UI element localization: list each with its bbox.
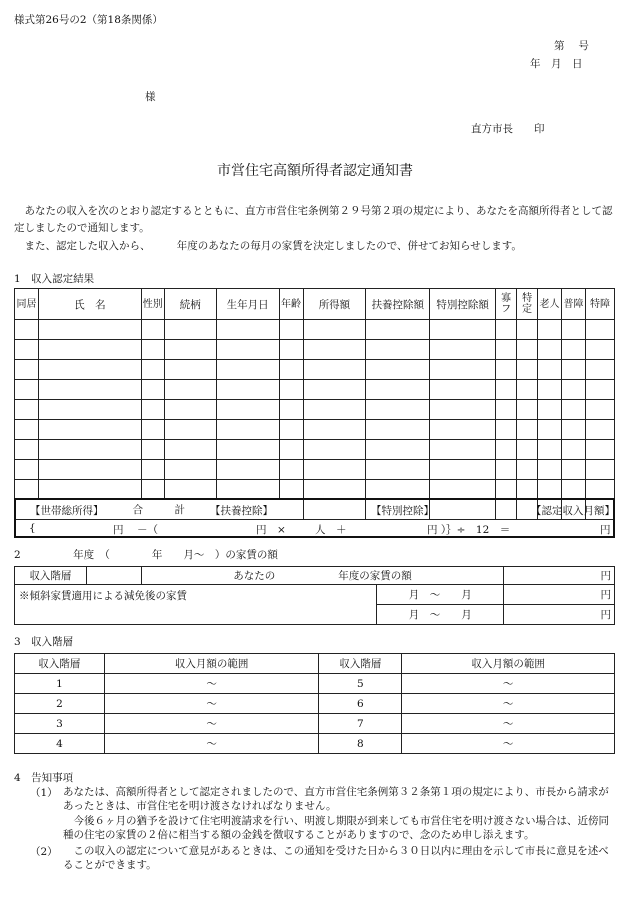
document-number: 第 号: [554, 40, 589, 52]
table-cell[interactable]: [538, 320, 562, 340]
notice-1-text: あなたは、高額所得者として認定されましたので、直方市営住宅条例第３２条第１項の規定により、市長から請求があったときは、市営住宅を明け渡さなければなりません。: [63, 786, 609, 812]
table-cell[interactable]: [538, 340, 562, 360]
income-tier-label: 収入階層: [15, 567, 87, 585]
table-cell[interactable]: [496, 400, 517, 420]
tier-range: ～: [104, 674, 319, 694]
table-cell[interactable]: [366, 420, 430, 440]
table-cell[interactable]: [216, 400, 279, 420]
section-4-heading: 4 告知事項: [14, 772, 74, 784]
table-cell[interactable]: [216, 320, 279, 340]
table-cell[interactable]: [141, 420, 164, 440]
table-cell[interactable]: [430, 480, 496, 500]
table-cell[interactable]: [517, 440, 538, 460]
table-cell[interactable]: [303, 400, 366, 420]
table-cell[interactable]: [366, 380, 430, 400]
table-cell[interactable]: [216, 480, 279, 500]
table-cell[interactable]: [366, 480, 430, 500]
table-cell[interactable]: [303, 380, 366, 400]
table-cell[interactable]: [585, 360, 614, 380]
table-row: [15, 400, 615, 420]
table-cell[interactable]: [303, 440, 366, 460]
table-cell[interactable]: [38, 420, 141, 440]
table-row: [15, 420, 615, 440]
table-cell[interactable]: [562, 340, 586, 360]
table-cell[interactable]: [430, 380, 496, 400]
table-cell[interactable]: [538, 480, 562, 500]
table-cell[interactable]: [538, 460, 562, 480]
table-cell[interactable]: [279, 400, 303, 420]
table-cell[interactable]: [366, 400, 430, 420]
tier-range: ～: [402, 734, 615, 754]
tier-number: 4: [15, 734, 105, 754]
range-col-header: 収入月額の範囲: [104, 654, 319, 674]
table-cell[interactable]: [216, 460, 279, 480]
col-header: 氏 名: [38, 289, 141, 320]
col-header: 特別控除額: [430, 289, 496, 320]
sender: 直方市長 印: [471, 123, 545, 135]
income-tier-value[interactable]: [86, 567, 141, 585]
col-header: 扶養控除額: [366, 289, 430, 320]
table-row: [15, 480, 615, 500]
table-row: [15, 320, 615, 340]
total-label: 合 計: [15, 500, 304, 520]
table-cell[interactable]: [585, 380, 614, 400]
table-cell[interactable]: [585, 480, 614, 500]
tier-number: 6: [319, 694, 402, 714]
table-cell[interactable]: [585, 400, 614, 420]
table-cell[interactable]: [366, 360, 430, 380]
table-header-row: [15, 289, 615, 320]
table-cell[interactable]: [538, 360, 562, 380]
table-cell[interactable]: [517, 460, 538, 480]
table-cell[interactable]: [496, 460, 517, 480]
table-cell[interactable]: [15, 400, 39, 420]
table-row: [15, 380, 615, 400]
table-cell[interactable]: [303, 360, 366, 380]
formula-minus: －（: [137, 524, 158, 536]
table-cell[interactable]: [38, 440, 141, 460]
table-cell[interactable]: [562, 360, 586, 380]
formula-yen: 円: [113, 524, 124, 536]
col-header: 特定: [517, 289, 538, 320]
table-cell[interactable]: [496, 440, 517, 460]
table-cell[interactable]: [15, 480, 39, 500]
tier-number: 3: [15, 714, 105, 734]
table-cell[interactable]: [562, 400, 586, 420]
col-header: 所得額: [303, 289, 366, 320]
table-cell[interactable]: [517, 320, 538, 340]
table-cell[interactable]: [303, 460, 366, 480]
table-cell[interactable]: [38, 380, 141, 400]
tier-col-header: 収入階層: [319, 654, 402, 674]
tier-col-header: 収入階層: [15, 654, 105, 674]
table-cell[interactable]: [366, 340, 430, 360]
table-cell[interactable]: [15, 320, 39, 340]
table-cell[interactable]: [216, 440, 279, 460]
label-special-deduction: 【特別控除】: [371, 505, 434, 517]
table-cell[interactable]: [585, 440, 614, 460]
notice-1-text-b: 今後６ヶ月の猶予を設けて住宅明渡請求を行い、明渡し期限が到来しても市営住宅を明け渡さない場合は、近傍同種の住宅の家賃の２倍に相当する額の金銭を徴収することがありますので、念のため申し添えます。: [63, 815, 609, 841]
section-2-heading: 2 年度 （ 年 月～ ）の家賃の額: [14, 549, 278, 561]
table-cell[interactable]: [164, 320, 216, 340]
col-header: 特障: [585, 289, 614, 320]
tier-number: 7: [319, 714, 402, 734]
tier-range: ～: [402, 694, 615, 714]
table-cell[interactable]: [216, 380, 279, 400]
reduction-label: ※傾斜家賃適用による減免後の家賃: [15, 585, 377, 625]
table-row: [15, 360, 615, 380]
table-cell[interactable]: [164, 380, 216, 400]
table-cell[interactable]: [216, 420, 279, 440]
tier-row: [15, 714, 615, 734]
table-cell[interactable]: [38, 340, 141, 360]
rent-label: あなたの 年度の家賃の額: [141, 567, 503, 585]
table-cell[interactable]: [303, 320, 366, 340]
table-cell[interactable]: [279, 340, 303, 360]
table-cell[interactable]: [141, 380, 164, 400]
table-cell[interactable]: [279, 320, 303, 340]
reduction-period: 月 ～ 月: [377, 605, 504, 625]
table-cell[interactable]: [538, 440, 562, 460]
income-tier-table: [14, 653, 615, 754]
table-cell[interactable]: [517, 480, 538, 500]
table-cell[interactable]: [303, 340, 366, 360]
table-cell[interactable]: [562, 480, 586, 500]
label-monthly-income: 【認定収入月額】: [531, 505, 615, 517]
table-cell[interactable]: [164, 340, 216, 360]
tier-range: ～: [104, 734, 319, 754]
table-cell[interactable]: [164, 420, 216, 440]
section-1-heading: 1 収入認定結果: [14, 273, 95, 285]
table-cell[interactable]: [430, 440, 496, 460]
table-cell[interactable]: [562, 320, 586, 340]
table-cell[interactable]: [15, 380, 39, 400]
col-header: 年齢: [279, 289, 303, 320]
range-col-header: 収入月額の範囲: [402, 654, 615, 674]
notice-2-number: （2）: [30, 846, 58, 858]
table-cell[interactable]: [38, 320, 141, 340]
document-date: 年 月 日: [530, 58, 583, 70]
rent-amount-yen: 円: [504, 567, 615, 585]
table-cell[interactable]: [496, 420, 517, 440]
formula-yen-times: 円 ×: [256, 524, 286, 536]
form-number: 様式第26号の2（第18条関係）: [14, 14, 163, 26]
table-cell[interactable]: [585, 340, 614, 360]
table-row: [15, 340, 615, 360]
notice-1-number: （1）: [30, 787, 58, 799]
table-cell[interactable]: [141, 460, 164, 480]
notice-2-text: この収入の認定について意見があるときは、この通知を受けた日から３０日以内に理由を示して市長に意見を述べることができます。: [63, 845, 609, 871]
table-cell[interactable]: [141, 320, 164, 340]
tier-number: 5: [319, 674, 402, 694]
tier-number: 1: [15, 674, 105, 694]
col-header: 続柄: [164, 289, 216, 320]
intro-paragraph: あなたの収入を次のとおり認定するとともに、直方市営住宅条例第２９号第２項の規定により、あなたを高額所得者として認定しましたので通知します。: [14, 205, 613, 234]
table-cell[interactable]: [164, 360, 216, 380]
col-header: 性別: [141, 289, 164, 320]
table-cell[interactable]: [517, 420, 538, 440]
table-cell[interactable]: [496, 340, 517, 360]
table-cell[interactable]: [496, 360, 517, 380]
col-header: 寡フ: [496, 289, 517, 320]
table-cell[interactable]: [279, 360, 303, 380]
table-cell[interactable]: [279, 420, 303, 440]
table-cell[interactable]: [216, 360, 279, 380]
table-cell[interactable]: [15, 420, 39, 440]
tier-range: ～: [104, 714, 319, 734]
tier-row: [15, 694, 615, 714]
table-cell[interactable]: [562, 380, 586, 400]
tier-number: 2: [15, 694, 105, 714]
table-cell[interactable]: [164, 480, 216, 500]
label-dependent-deduction: 【扶養控除】: [210, 505, 273, 517]
table-cell[interactable]: [141, 340, 164, 360]
table-cell[interactable]: [216, 340, 279, 360]
table-cell[interactable]: [15, 340, 39, 360]
table-cell[interactable]: [585, 420, 614, 440]
rent-table: [14, 566, 615, 625]
table-cell[interactable]: [164, 460, 216, 480]
table-cell[interactable]: [517, 380, 538, 400]
income-table: [14, 288, 615, 520]
page-title: 市営住宅高額所得者認定通知書: [217, 163, 413, 179]
table-cell[interactable]: [141, 400, 164, 420]
col-header: 普障: [562, 289, 586, 320]
table-cell[interactable]: [430, 360, 496, 380]
formula-brace: {: [29, 522, 36, 534]
tier-range: ～: [104, 694, 319, 714]
tier-range: ～: [402, 714, 615, 734]
table-cell[interactable]: [430, 320, 496, 340]
table-cell[interactable]: [303, 420, 366, 440]
table-cell[interactable]: [496, 320, 517, 340]
section-3-heading: 3 収入階層: [14, 636, 74, 648]
table-cell[interactable]: [517, 360, 538, 380]
table-cell[interactable]: [562, 440, 586, 460]
col-header: 老人: [538, 289, 562, 320]
tier-row: [15, 734, 615, 754]
table-cell[interactable]: [15, 360, 39, 380]
label-household-income: 【世帯総所得】: [30, 505, 104, 517]
tier-range: ～: [402, 674, 615, 694]
table-cell[interactable]: [279, 480, 303, 500]
table-cell[interactable]: [366, 320, 430, 340]
tier-row: [15, 674, 615, 694]
table-cell[interactable]: [38, 460, 141, 480]
table-cell[interactable]: [279, 440, 303, 460]
table-cell[interactable]: [562, 460, 586, 480]
table-row: [15, 440, 615, 460]
table-cell[interactable]: [538, 400, 562, 420]
table-cell[interactable]: [366, 460, 430, 480]
addressee: 様: [145, 91, 156, 103]
table-cell[interactable]: [38, 400, 141, 420]
formula-persons: 人 ＋: [315, 524, 347, 536]
table-cell[interactable]: [585, 460, 614, 480]
formula-divide: 円 ）｝÷ 12 ＝: [427, 524, 511, 536]
col-header: 同居: [15, 289, 39, 320]
table-cell[interactable]: [517, 400, 538, 420]
table-cell[interactable]: [141, 440, 164, 460]
table-cell[interactable]: [164, 440, 216, 460]
col-header: 生年月日: [216, 289, 279, 320]
table-cell[interactable]: [538, 420, 562, 440]
intro-paragraph-2: また、認定した収入から、 年度のあなたの毎月の家賃を決定しましたので、併せてお知らせします。: [24, 240, 522, 252]
table-cell[interactable]: [430, 400, 496, 420]
table-cell[interactable]: [141, 360, 164, 380]
table-cell[interactable]: [496, 480, 517, 500]
table-cell[interactable]: [430, 340, 496, 360]
table-cell[interactable]: [164, 400, 216, 420]
table-cell[interactable]: [38, 360, 141, 380]
table-cell[interactable]: [496, 380, 517, 400]
table-row: [15, 460, 615, 480]
table-cell[interactable]: [15, 460, 39, 480]
table-cell[interactable]: [38, 480, 141, 500]
formula-result-yen: 円: [600, 524, 611, 536]
table-cell[interactable]: [279, 460, 303, 480]
income-calculation-box: [14, 498, 615, 538]
table-cell[interactable]: [366, 440, 430, 460]
table-cell[interactable]: [430, 460, 496, 480]
table-cell[interactable]: [585, 320, 614, 340]
reduction-amount-yen: 円: [504, 605, 615, 625]
table-cell[interactable]: [15, 440, 39, 460]
reduction-amount-yen: 円: [504, 585, 615, 605]
table-cell[interactable]: [517, 340, 538, 360]
table-cell[interactable]: [141, 480, 164, 500]
table-cell[interactable]: [538, 380, 562, 400]
table-cell[interactable]: [303, 480, 366, 500]
table-cell[interactable]: [562, 420, 586, 440]
table-cell[interactable]: [430, 420, 496, 440]
table-cell[interactable]: [279, 380, 303, 400]
tier-number: 8: [319, 734, 402, 754]
reduction-period: 月 ～ 月: [377, 585, 504, 605]
